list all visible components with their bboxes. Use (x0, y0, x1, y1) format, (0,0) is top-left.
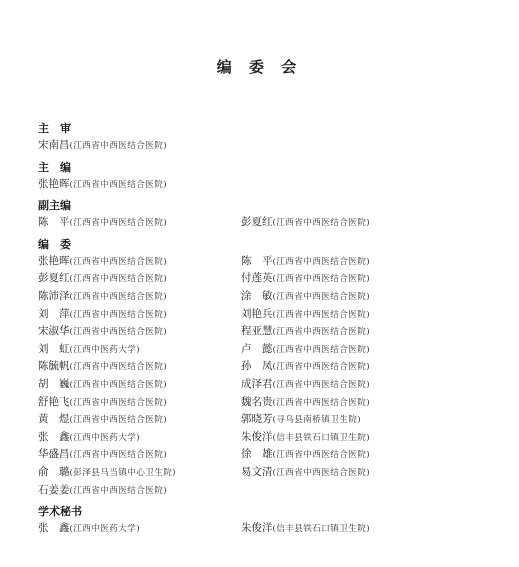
member-entry (241, 253, 444, 271)
member-affiliation: (江西省中西医结合医院) (69, 291, 167, 302)
member-affiliation: (江西省中西医结合医院) (272, 450, 370, 461)
member-affiliation: (江西省中西医结合医院) (272, 327, 370, 338)
page-title: 编 委 会 (216, 58, 303, 76)
member-affiliation: (江西省中西医结合医院) (69, 141, 167, 151)
member-name: 魏名贵 (241, 395, 273, 408)
member-affiliation: (信丰县铁石口镇卫生院) (272, 524, 370, 535)
member-name: 付莲英 (241, 272, 273, 285)
member-entry (241, 288, 444, 306)
member-affiliation: (江西省中西医结合医院) (69, 362, 167, 373)
member-entry (38, 270, 241, 288)
member-name: 宋南昌 (38, 139, 70, 151)
member-entry (38, 323, 241, 341)
member-entry (38, 429, 241, 447)
member-entry (241, 358, 444, 376)
section-heading: 主 编 (38, 160, 71, 174)
member-affiliation: (江西中医药大学) (69, 432, 140, 443)
member-name: 俞 璐 (38, 465, 70, 478)
member-row (38, 482, 478, 500)
member-entry (241, 429, 444, 447)
member-affiliation: (江西省中西医结合医院) (69, 218, 167, 229)
member-entry (38, 464, 241, 482)
member-affiliation: (江西省中西医结合医院) (69, 415, 167, 426)
member-entry (241, 394, 444, 412)
section-heading: 副主编 (38, 199, 71, 213)
member-entry (38, 176, 241, 194)
member-entry (241, 270, 444, 288)
member-affiliation: (江西省中西医结合医院) (69, 309, 167, 320)
member-affiliation: (江西省中西医结合医院) (272, 274, 370, 285)
member-row (38, 288, 478, 306)
member-name: 舒艳飞 (38, 395, 70, 408)
section-heading: 主 审 (38, 122, 71, 135)
editorial-board-list (38, 121, 478, 538)
member-entry (241, 411, 444, 429)
member-name: 刘艳兵 (241, 307, 273, 320)
section-heading: 编 委 (38, 237, 71, 251)
member-name: 易文清 (241, 465, 273, 478)
section-heading: 学术秘书 (38, 505, 82, 519)
member-row (38, 341, 478, 359)
member-name: 徐 雄 (241, 448, 273, 461)
member-affiliation: (江西省中西医结合医院) (69, 274, 167, 285)
member-row (38, 464, 478, 482)
member-entry (241, 464, 444, 482)
member-affiliation: (江西省中西医结合医院) (69, 485, 167, 496)
member-name: 石姜姜 (38, 483, 70, 496)
member-affiliation: (信丰县铁石口镇卫生院) (272, 432, 370, 443)
member-entry (38, 520, 241, 538)
member-affiliation: (江西省中西医结合医院) (69, 450, 167, 461)
member-name: 朱俊洋 (241, 522, 273, 535)
member-row (38, 376, 478, 394)
member-entry (38, 306, 241, 324)
member-name: 张艳晖 (38, 177, 70, 190)
member-name: 黄 煜 (38, 413, 70, 426)
member-row (38, 394, 478, 412)
member-row (38, 137, 478, 155)
member-affiliation: (江西省中西医结合医院) (272, 256, 370, 267)
member-name: 刘 萍 (38, 307, 70, 320)
member-name: 朱俊洋 (241, 430, 273, 443)
member-name: 陈 平 (241, 254, 273, 267)
member-entry (38, 411, 241, 429)
member-entry (38, 446, 241, 464)
member-row (38, 214, 478, 232)
member-affiliation: (江西省中西医结合医院) (272, 344, 370, 355)
member-entry (241, 306, 444, 324)
member-name: 陈沛泽 (38, 289, 70, 302)
member-affiliation: (江西省中西医结合医院) (272, 218, 370, 229)
member-entry (241, 376, 444, 394)
member-entry (38, 394, 241, 412)
member-name: 成泽君 (241, 377, 273, 390)
member-entry (38, 137, 241, 155)
member-entry (241, 446, 444, 464)
member-affiliation: (寻乌县南桥镇卫生院) (272, 415, 361, 426)
member-name: 张艳晖 (38, 254, 70, 267)
member-row (38, 411, 478, 429)
member-name: 宋淑华 (38, 325, 70, 338)
member-name: 张 鑫 (38, 430, 70, 443)
member-affiliation: (江西省中西医结合医院) (69, 179, 167, 190)
member-affiliation: (江西省中西医结合医院) (272, 379, 370, 390)
member-name: 陈毓帆 (38, 360, 70, 373)
member-affiliation: (江西省中西医结合医院) (69, 397, 167, 408)
member-affiliation: (江西省中西医结合医院) (69, 256, 167, 267)
member-name: 程亚慧 (241, 325, 273, 338)
member-entry (241, 323, 444, 341)
member-entry (241, 341, 444, 359)
member-row (38, 358, 478, 376)
member-entry (38, 358, 241, 376)
member-entry (38, 482, 241, 500)
member-affiliation: (江西省中西医结合医院) (272, 309, 370, 320)
member-entry (241, 214, 444, 232)
member-entry (38, 288, 241, 306)
member-name: 彭夏红 (38, 272, 70, 285)
member-name: 华盛昌 (38, 448, 70, 461)
member-affiliation: (江西省中西医结合医院) (272, 291, 370, 302)
member-affiliation: (江西省中西医结合医院) (272, 362, 370, 373)
member-entry (38, 376, 241, 394)
member-row (38, 270, 478, 288)
member-row (38, 176, 478, 194)
member-affiliation: (彭泽县马当镇中心卫生院) (69, 467, 176, 478)
member-row (38, 253, 478, 271)
member-name: 彭夏红 (241, 216, 273, 229)
member-name: 郭晓芳 (241, 413, 273, 426)
member-name: 陈 平 (38, 216, 70, 229)
member-name: 卢 懿 (241, 342, 273, 355)
member-entry (38, 214, 241, 232)
member-entry (38, 253, 241, 271)
member-entry (241, 520, 444, 538)
member-name: 涂 敏 (241, 289, 273, 302)
member-row (38, 323, 478, 341)
member-affiliation: (江西省中西医结合医院) (69, 327, 167, 338)
member-affiliation: (江西省中西医结合医院) (272, 467, 370, 478)
member-name: 刘 虹 (38, 342, 70, 355)
member-name: 胡 巍 (38, 377, 70, 390)
member-affiliation: (江西中医药大学) (69, 344, 140, 355)
member-affiliation: (江西省中西医结合医院) (69, 379, 167, 390)
member-entry (38, 341, 241, 359)
member-row (38, 306, 478, 324)
member-affiliation: (江西中医药大学) (69, 524, 140, 535)
member-name: 张 鑫 (38, 522, 70, 535)
member-row (38, 520, 478, 538)
member-name: 孙 凤 (241, 360, 273, 373)
member-row (38, 429, 478, 447)
member-row (38, 446, 478, 464)
member-affiliation: (江西省中西医结合医院) (272, 397, 370, 408)
